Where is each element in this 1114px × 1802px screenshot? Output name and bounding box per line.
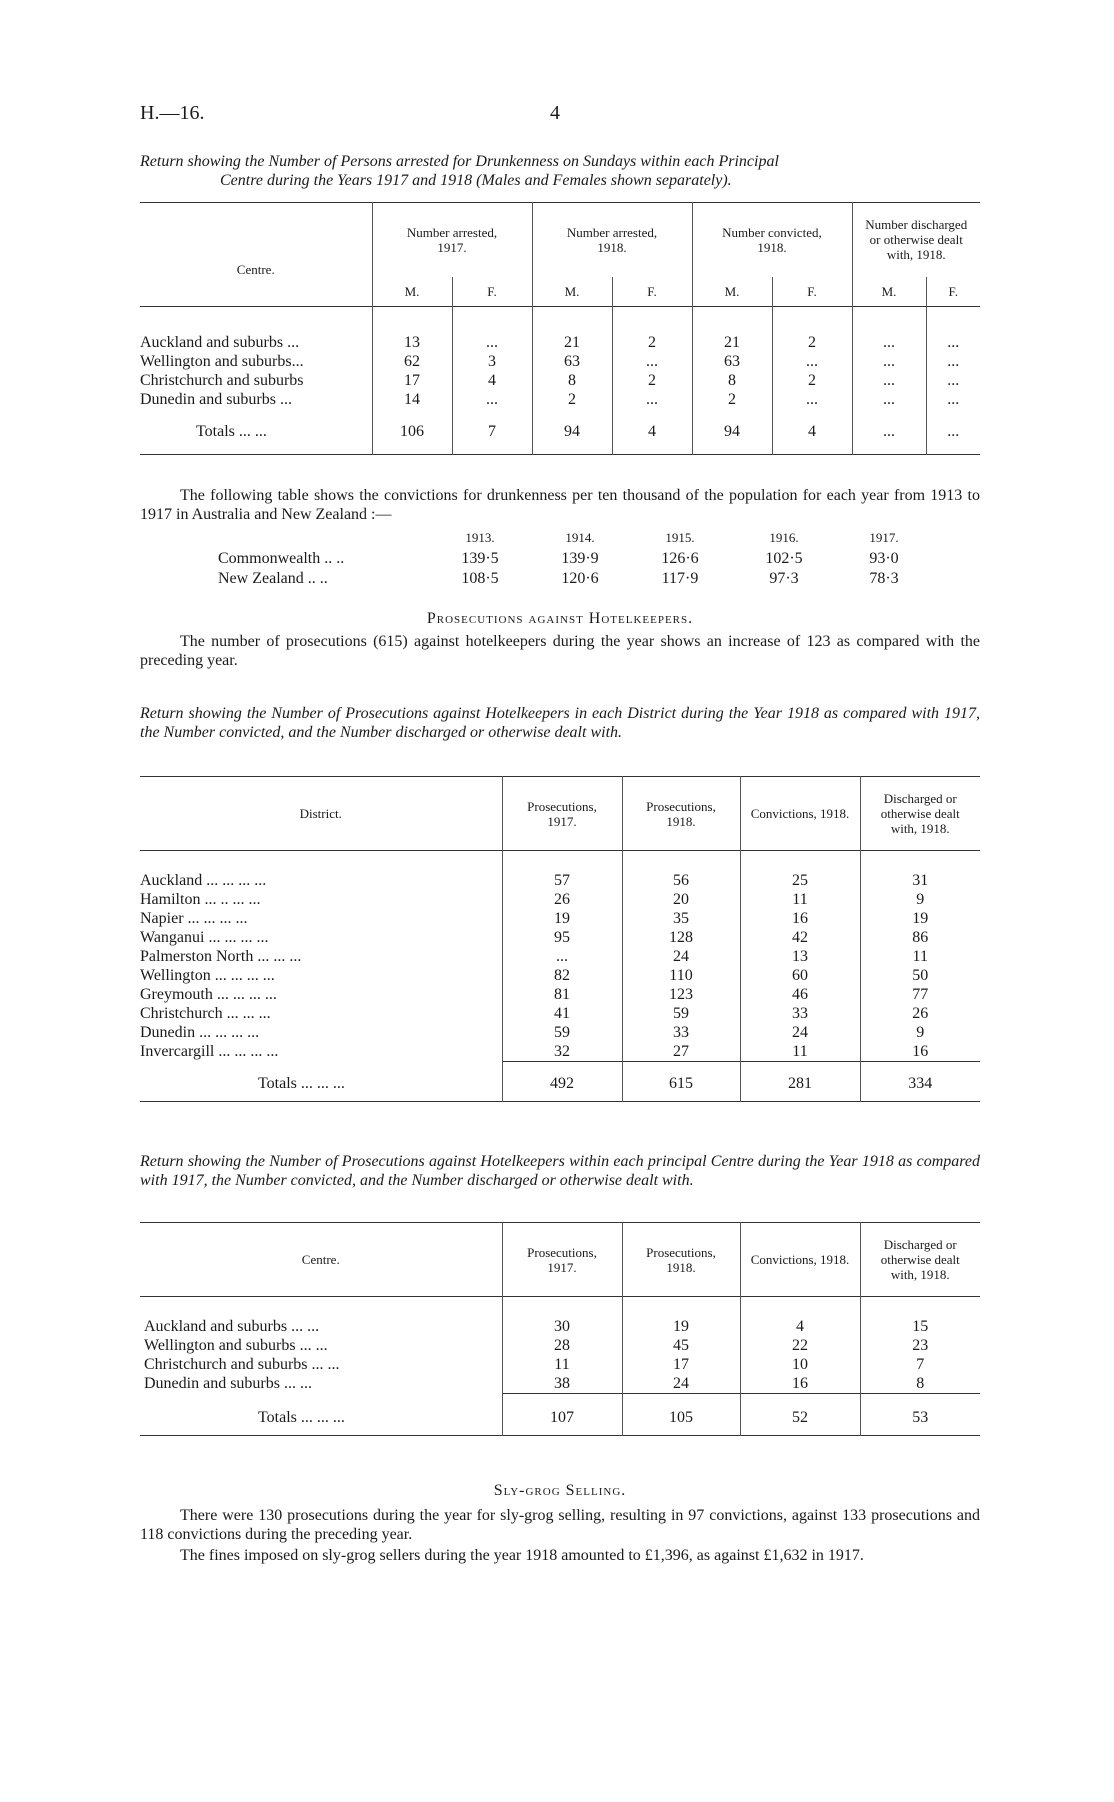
table-row: Wellington and suburbs... 62 3 63 ... 63 ... ... ... [140,352,980,371]
col-discharged-1918: Discharged or otherwise dealt with, 1918. [860,1223,980,1297]
table-row: Wellington ... ... ... ... 82 110 60 50 [140,966,980,985]
table-row: Palmerston North ... ... ... ... 24 13 11 [140,947,980,966]
table-row: Dunedin and suburbs ... ... 38 24 16 8 [140,1374,980,1394]
district-table [140,776,980,1102]
sub-m: M. [692,277,772,307]
sub-f: F. [612,277,692,307]
sub-m: M. [372,277,452,307]
col-arrested-1918: Number arrested, 1918. [532,203,692,277]
col-convicted-1918: Number convicted, 1918. [692,203,852,277]
col-convictions-1918: Convictions, 1918. [740,777,860,851]
table-row: Auckland ... ... ... ... 57 56 25 31 [140,871,980,890]
sly-grog-paragraph-2: The fines imposed on sly-grog sellers during the year 1918 amounted to £1,396, as against £1,632 in 1917. [180,1547,864,1564]
drunkenness-table [140,202,980,455]
col-centre: Centre. [301,1252,340,1267]
col-prosecutions-1918: Prosecutions, 1918. [622,1223,740,1297]
rates-table [140,530,980,590]
totals-row: Totals ... ... 106 7 94 4 94 4 ... ... [140,409,980,455]
sly-grog-paragraph-1: There were 130 prosecutions during the year for sly-grog selling, resulting in 97 convictions, against 133 prosecutions and 118 convictions during the preceding year. [140,1507,980,1543]
table-row: Christchurch and suburbs ... ... 11 17 10 7 [140,1355,980,1374]
rates-intro: The following table shows the convictions for drunkenness per ten thousand of the population for each year from 1913 to 1917 in Australia and New Zealand :— [140,487,980,523]
table-row: Auckland and suburbs ... ... 30 19 4 15 [140,1317,980,1336]
col-centre: Centre. [236,261,275,277]
drunkenness-table-caption: Return showing the Number of Persons arrested for Drunkenness on Sundays within each Principal Centre during the Years 1917 and 1918 (Males and Females shown separately). [140,153,779,189]
district-table-caption: Return showing the Number of Prosecutions against Hotelkeepers in each District during the Year 1918 as compared with 1917, the Number convicted, and the Number discharged or otherwise dealt with. [140,705,980,741]
table-row: Invercargill ... ... ... ... 32 27 11 16 [140,1042,980,1062]
table-row: Dunedin and suburbs ... 14 ... 2 ... 2 ... ... ... [140,390,980,409]
col-prosecutions-1918: Prosecutions, 1918. [622,777,740,851]
table-row: Christchurch ... ... ... 41 59 33 26 [140,1004,980,1023]
col-prosecutions-1917: Prosecutions, 1917. [502,1223,622,1297]
col-discharged-1918: Number discharged or otherwise dealt with, 1918. [852,203,980,277]
table-row: Christchurch and suburbs 17 4 8 2 8 2 ... ... [140,371,980,390]
col-district: District. [299,806,342,821]
table-row: Wanganui ... ... ... ... 95 128 42 86 [140,928,980,947]
sub-m: M. [852,277,926,307]
col-discharged-1918: Discharged or otherwise dealt with, 1918. [860,777,980,851]
centre-table [140,1222,980,1436]
table-row: Napier ... ... ... ... 19 35 16 19 [140,909,980,928]
table-row: Dunedin ... ... ... ... 59 33 24 9 [140,1023,980,1042]
sub-f: F. [452,277,532,307]
table-row: Greymouth ... ... ... ... 81 123 46 77 [140,985,980,1004]
sub-f: F. [772,277,852,307]
sub-m: M. [532,277,612,307]
rates-row-commonwealth: Commonwealth .. .. 139·5 139·9 126·6 102·5 93·0 [218,550,899,567]
document-code: H.—16. [140,102,205,124]
page-number: 4 [550,102,560,124]
centre-table-caption: Return showing the Number of Prosecutions against Hotelkeepers within each principal Centre during the Year 1918 as compared with 1917, the Number convicted, and the Number discharged or otherwise dealt with. [140,1153,980,1189]
col-prosecutions-1917: Prosecutions, 1917. [502,777,622,851]
totals-row: Totals ... ... ... 107 105 52 53 [140,1401,980,1435]
page-header [140,102,980,132]
sub-f: F. [926,277,980,307]
col-convictions-1918: Convictions, 1918. [740,1223,860,1297]
rates-row-new-zealand: New Zealand .. .. 108·5 120·6 117·9 97·3 78·3 [218,570,899,587]
totals-row: Totals ... ... ... 492 615 281 334 [140,1067,980,1101]
prosecutions-paragraph: The number of prosecutions (615) against hotelkeepers during the year shows an increase of 123 as compared with the preceding year. [140,633,980,669]
section-heading-sly-grog: Sly-grog Selling. [493,1482,627,1499]
table-row: Auckland and suburbs ... 13 ... 21 2 21 2 ... ... [140,333,980,352]
section-heading-prosecutions: Prosecutions against Hotelkeepers. [426,610,694,627]
table-row: Hamilton ... .. ... ... 26 20 11 9 [140,890,980,909]
table-row: Wellington and suburbs ... ... 28 45 22 23 [140,1336,980,1355]
col-arrested-1917: Number arrested, 1917. [372,203,532,277]
rates-header-row: 1913. 1914. 1915. 1916. 1917. [465,530,899,545]
